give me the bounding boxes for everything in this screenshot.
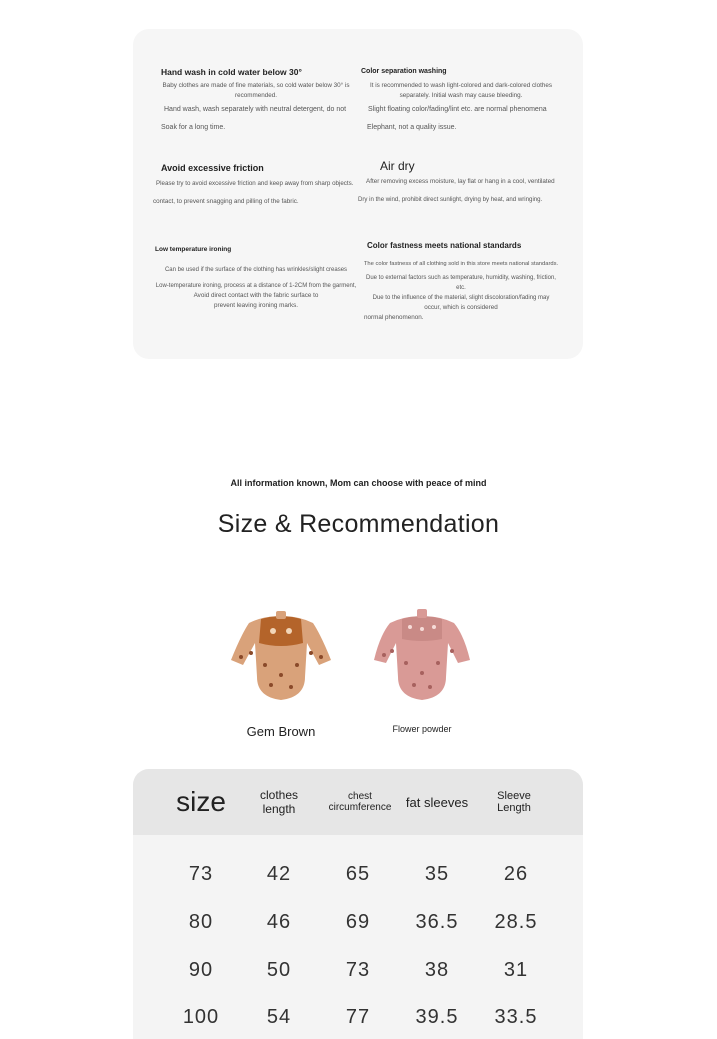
care-line: etc.: [456, 285, 466, 291]
table-cell: 39.5: [415, 1006, 459, 1028]
care-title: Low temperature ironing: [155, 246, 232, 253]
romper-image-gem-brown: [221, 605, 341, 705]
header-clothes-length: [234, 769, 324, 835]
care-color-separation: [361, 67, 561, 133]
table-cell: 36.5: [415, 911, 459, 933]
care-line: Avoid direct contact with the fabric surface to: [193, 292, 319, 299]
care-line: Please try to avoid excessive friction and keep away from sharp objects.: [156, 180, 354, 187]
care-instructions-card: [133, 29, 583, 359]
table-cell: 54: [266, 1006, 292, 1028]
care-line: Due to external factors such as temperature, humidity, washing, friction,: [366, 275, 556, 281]
table-cell: 28.5: [494, 911, 538, 933]
care-line: Slight floating color/fading/lint etc. are normal phenomena: [368, 106, 547, 113]
header-label: Sleeve: [497, 790, 531, 802]
care-line: occur, which is considered: [424, 304, 498, 311]
care-line: prevent leaving ironing marks.: [214, 302, 298, 309]
care-line: Soak for a long time.: [161, 124, 226, 131]
header-label: clothes: [259, 788, 299, 802]
table-cell: 33.5: [494, 1006, 538, 1028]
table-cell: 46: [266, 911, 292, 933]
table-cell: 35: [424, 863, 450, 885]
table-cell: 42: [266, 863, 292, 885]
table-cell: 90: [188, 959, 214, 981]
table-cell: 65: [345, 863, 371, 885]
romper-image-flower-powder: [362, 605, 482, 705]
care-line: recommended.: [235, 92, 277, 99]
product-name: Gem Brown: [246, 724, 316, 739]
product-flower-powder[interactable]: [352, 605, 492, 734]
care-title: Air dry: [380, 159, 415, 173]
header-label: size: [176, 786, 226, 817]
product-gem-brown[interactable]: [211, 605, 351, 739]
care-line: After removing excess moisture, lay flat or hang in a cool, ventilated: [366, 178, 555, 185]
table-row: [133, 902, 583, 942]
care-title: Hand wash in cold water below 30°: [161, 67, 302, 77]
care-line: Hand wash, wash separately with neutral detergent, do not: [164, 106, 347, 113]
care-line: separately. Initial wash may cause bleeding.: [399, 92, 523, 99]
care-line: Low-temperature ironing, process at a distance of 1-2CM from the garment,: [155, 283, 357, 289]
care-line: Elephant, not a quality issue.: [367, 124, 457, 131]
care-friction: [153, 163, 363, 207]
care-line: It is recommended to wash light-colored and dark-colored clothes: [369, 82, 552, 89]
care-line: normal phenomenon.: [364, 314, 424, 321]
care-line: The color fastness of all clothing sold in this store meets national standards.: [363, 261, 559, 267]
table-cell: 80: [188, 911, 214, 933]
care-hand-wash: [161, 67, 351, 133]
header-label: chest: [348, 791, 372, 802]
care-line: Can be used if the surface of the clothing has wrinkles/slight creases: [164, 267, 348, 273]
header-label: fat sleeves: [405, 794, 469, 810]
care-color-fastness: [351, 241, 571, 323]
header-sleeve-length: [469, 769, 559, 835]
table-cell: 26: [503, 863, 529, 885]
table-cell: 50: [266, 959, 292, 981]
table-row: [133, 854, 583, 894]
table-cell: 100: [182, 1006, 220, 1028]
header-label: length: [262, 802, 296, 816]
header-label: circumference: [328, 802, 392, 813]
care-ironing: [151, 245, 361, 311]
care-title: Color fastness meets national standards: [367, 241, 522, 250]
care-title: Color separation washing: [361, 68, 447, 75]
header-label: Length: [497, 802, 531, 814]
tagline: All information known, Mom can choose with peace of mind: [230, 478, 487, 488]
table-cell: 69: [345, 911, 371, 933]
care-title: Avoid excessive friction: [161, 163, 264, 173]
table-row: [133, 997, 583, 1037]
care-line: Dry in the wind, prohibit direct sunlight, drying by heat, and wringing.: [358, 196, 543, 203]
product-name: Flower powder: [392, 724, 452, 734]
care-line: Baby clothes are made of fine materials, so cold water below 30° is: [162, 82, 350, 89]
care-air-dry: [358, 161, 583, 205]
table-cell: 73: [188, 863, 214, 885]
section-heading: Size & Recommendation: [217, 510, 500, 538]
table-cell: 77: [345, 1006, 371, 1028]
table-cell: 38: [424, 959, 450, 981]
header-size: [156, 769, 246, 835]
care-line: contact, to prevent snagging and pilling of the fabric.: [153, 198, 299, 205]
table-row: [133, 950, 583, 990]
table-cell: 31: [503, 959, 529, 981]
table-header: [133, 769, 583, 835]
care-line: Due to the influence of the material, slight discoloration/fading may: [372, 295, 550, 301]
size-table: [133, 769, 583, 1039]
table-cell: 73: [345, 959, 371, 981]
